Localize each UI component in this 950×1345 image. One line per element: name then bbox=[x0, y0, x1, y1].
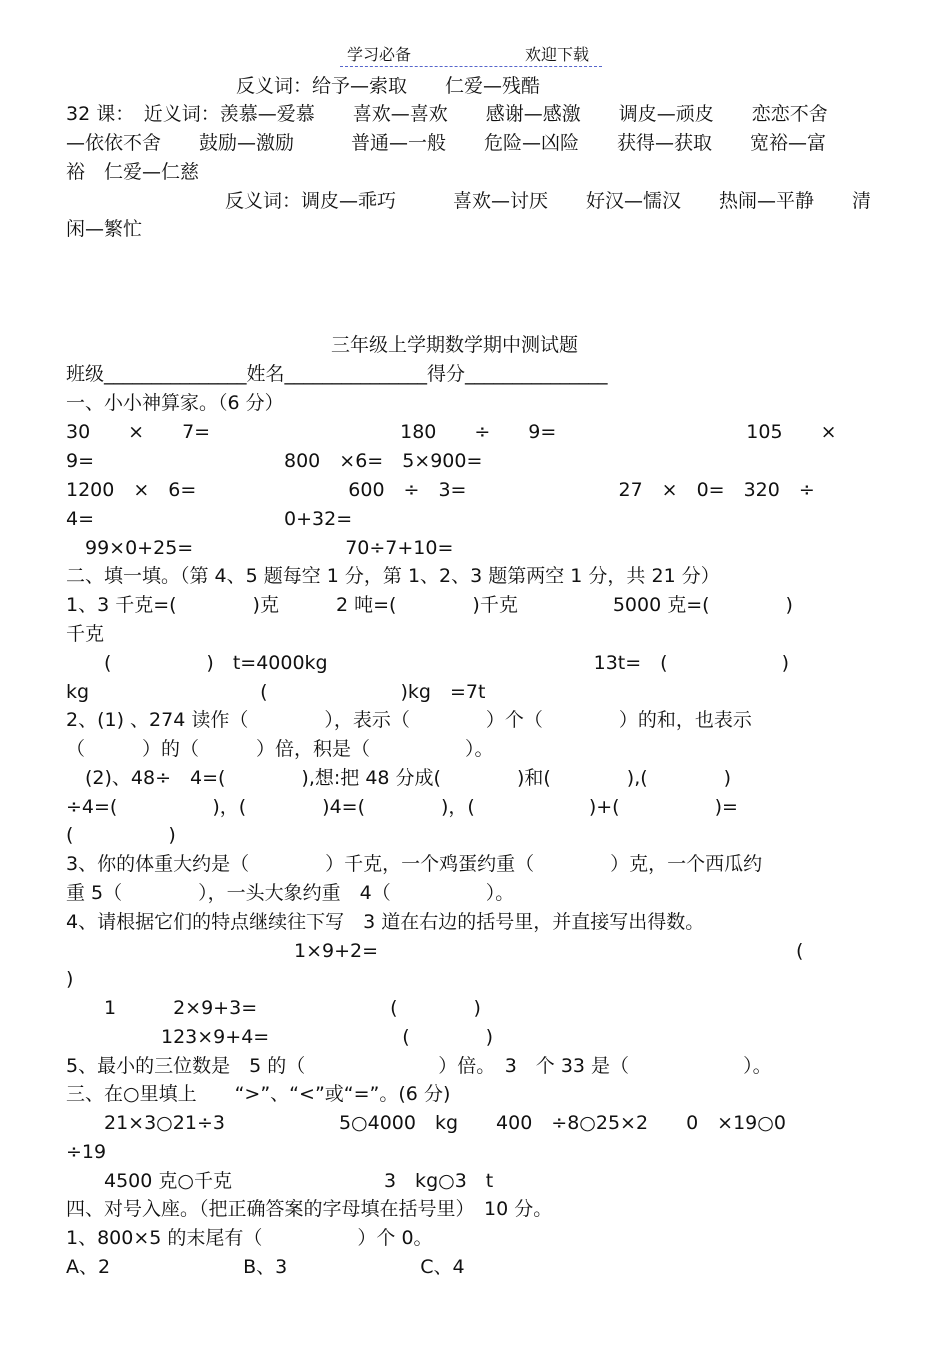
exam-line: ( ) bbox=[66, 824, 176, 846]
exam-line: 30 × 7= 180 ÷ 9= 105 × bbox=[66, 421, 837, 443]
exam-line: 重 5（ ），一头大象约重 4（ ）。 bbox=[66, 882, 515, 904]
exam-line: 四、对号入座。（把正确答案的字母填在括号里） 10 分。 bbox=[66, 1198, 553, 1220]
exam-line: ( ) t=4000kg 13t= ( ) bbox=[66, 652, 789, 674]
exam-line: ) bbox=[66, 968, 74, 990]
exam-line: 1、3 千克=( )克 2 吨=( )千克 5000 克=( ) bbox=[66, 594, 793, 616]
exam-line: 二、填一填。（第 4、5 题每空 1 分，第 1、2、3 题第两空 1 分，共 21 分） bbox=[66, 565, 720, 587]
exam-line: 1 2×9+3= ( ) bbox=[66, 997, 481, 1019]
exam-line: ÷19 bbox=[66, 1141, 107, 1163]
vocab-line: —依依不舍 鼓励—激励 普通—一般 危险—凶险 获得—获取 宽裕—富 bbox=[66, 132, 827, 154]
exam-line: 4、请根据它们的特点继续往下写 3 道在右边的括号里，并直接写出得数。 bbox=[66, 911, 705, 933]
header-right-text: 欢迎下载 bbox=[525, 45, 590, 64]
vocab-line: 32 课： 近义词：羡慕—爱慕 喜欢—喜欢 感谢—感激 调皮—顽皮 恋恋不舍 bbox=[66, 103, 828, 125]
exam-line: kg ( )kg =7t bbox=[66, 681, 486, 703]
exam-line: 千克 bbox=[66, 623, 105, 645]
exam-title: 三年级上学期数学期中测试题 bbox=[331, 334, 579, 356]
exam-line: 一、小小神算家。（6 分） bbox=[66, 392, 284, 414]
exam-line: 3、你的体重大约是（ ）千克，一个鸡蛋约重（ ）克，一个西瓜约 bbox=[66, 853, 763, 875]
exam-line: （ ）的（ ）倍，积是（ ）。 bbox=[66, 738, 494, 760]
exam-line: 2、(1) 、274 读作（ ），表示（ ）个（ ）的和，也表示 bbox=[66, 709, 752, 731]
header-left-text: 学习必备 bbox=[347, 45, 412, 64]
exam-line: 1、800×5 的末尾有（ ）个 0。 bbox=[66, 1227, 433, 1249]
header-dashed-rule bbox=[340, 66, 602, 67]
exam-line: 5、最小的三位数是 5 的（ ）倍。 3 个 33 是（ ）。 bbox=[66, 1055, 772, 1077]
exam-line: 1×9+2= ( bbox=[66, 940, 804, 962]
exam-line: ÷4=( )，( )4=( )，( )+( )= bbox=[66, 796, 738, 818]
exam-line: 4500 克○千克 3 kg○3 t bbox=[66, 1170, 494, 1192]
exam-line: 三、在○里填上 “>”、“<”或“=”。(6 分) bbox=[66, 1083, 451, 1105]
exam-line: 4= 0+32= bbox=[66, 508, 353, 530]
vocab-line: 裕 仁爱—仁慈 bbox=[66, 161, 200, 183]
exam-line: 123×9+4= ( ) bbox=[66, 1026, 494, 1048]
exam-line: 99×0+25= 70÷7+10= bbox=[66, 537, 454, 559]
vocab-line: 反义词：调皮—乖巧 喜欢—讨厌 好汉—懦汉 热闹—平静 清 bbox=[225, 190, 872, 212]
vocab-line: 闲—繁忙 bbox=[66, 218, 143, 240]
exam-line: 21×3○21÷3 5○4000 kg 400 ÷8○25×2 0 ×19○0 bbox=[66, 1112, 786, 1134]
exam-info-line: 班级_______________姓名_______________得分_______________ bbox=[66, 363, 608, 385]
exam-line: 1200 × 6= 600 ÷ 3= 27 × 0= 320 ÷ bbox=[66, 479, 815, 501]
vocab-line: 反义词：给予—索取 仁爱—残酷 bbox=[236, 75, 541, 97]
exam-line: A、2 B、3 C、4 bbox=[66, 1256, 465, 1278]
exam-line: 9= 800 ×6= 5×900= bbox=[66, 450, 483, 472]
exam-line: (2)、48÷ 4=( ),想:把 48 分成( )和( ),( ) bbox=[66, 767, 732, 789]
